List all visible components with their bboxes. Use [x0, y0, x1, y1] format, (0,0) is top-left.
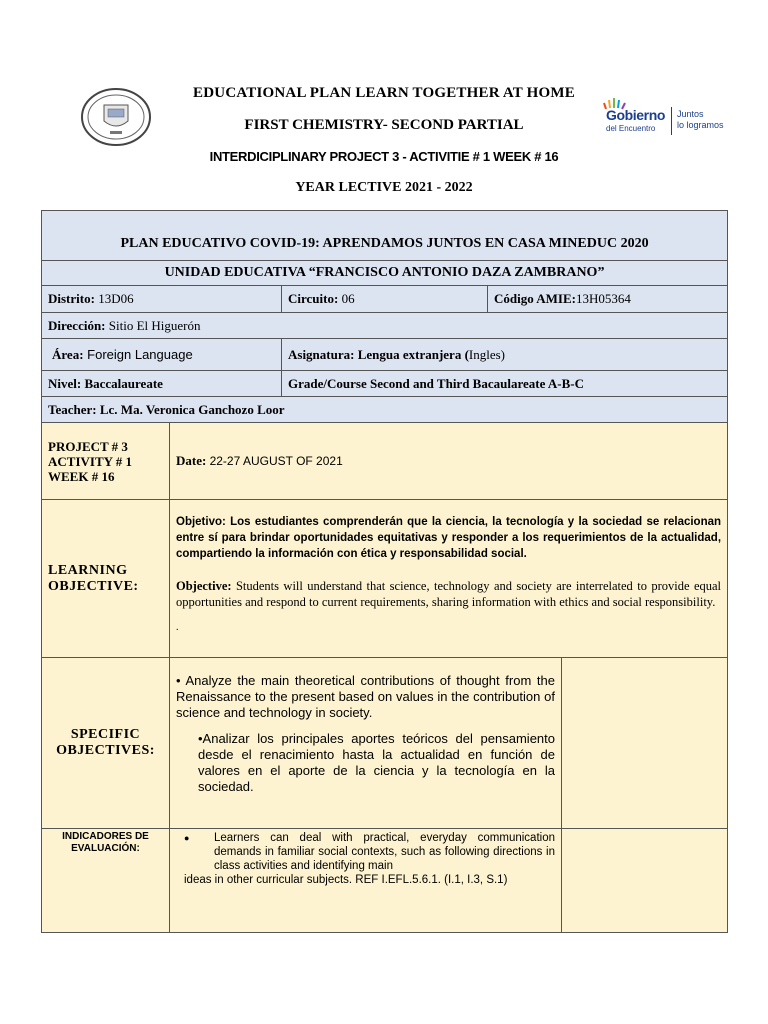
distrito-label: Distrito:	[48, 291, 95, 306]
area-value: Foreign Language	[83, 346, 193, 362]
date-label: Date:	[176, 453, 210, 468]
specific-objectives-cell	[170, 658, 562, 829]
area-label: Área:	[52, 346, 84, 362]
learning-objective-label: LEARNING OBJECTIVE:	[42, 500, 170, 658]
asignatura-label: Asignatura: Lengua extranjera (	[288, 346, 469, 362]
specific-objective-es: •Analizar los principales aportes teóricos del pensamiento desde el renacimiento hasta la actualidad en función de valores en el aporte de la ciencia y la tecnología en la sociedad.	[198, 731, 555, 794]
circuito-label: Circuito:	[288, 291, 339, 306]
table-row	[42, 397, 728, 423]
nivel-cell: Nivel: Baccalaureate	[42, 371, 282, 397]
government-name-sub: del Encuentro	[606, 124, 656, 133]
objetivo-label: Objetivo:	[176, 516, 226, 528]
indicadores-cell	[170, 829, 562, 933]
government-slogan	[677, 109, 724, 131]
objective-label: Objective:	[176, 579, 232, 593]
header-title: EDUCATIONAL PLAN LEARN TOGETHER AT HOME	[193, 85, 575, 101]
objetivo-es	[176, 514, 721, 562]
direccion-label: Dirección:	[48, 317, 106, 333]
project-cell	[42, 423, 170, 500]
activity-number: ACTIVITY # 1	[48, 453, 133, 469]
circuito-cell	[282, 286, 488, 313]
area-cell	[42, 339, 282, 371]
school-seal-logo	[80, 87, 152, 147]
specific-objectives-label: SPECIFIC OBJECTIVES:	[42, 658, 170, 829]
asignatura-cell	[282, 339, 728, 371]
government-logo	[603, 97, 733, 141]
logo-divider	[671, 107, 672, 135]
asignatura-value: Ingles)	[468, 346, 506, 362]
indicador-item	[176, 831, 555, 873]
direccion-cell	[42, 313, 728, 339]
table-row	[42, 371, 728, 397]
week-number: WEEK # 16	[48, 468, 115, 484]
table-row	[42, 286, 728, 313]
amie-cell	[488, 286, 728, 313]
grade-cell: Grade/Course Second and Third Bacaulareate A-B-C	[282, 371, 728, 397]
header-subject: FIRST CHEMISTRY- SECOND PARTIAL	[244, 117, 524, 133]
indicador-ref: ideas in other curricular subjects. REF I.EFL.5.6.1. (I.1, I.3, S.1)	[184, 874, 508, 886]
amie-value: 13H05364	[575, 291, 631, 306]
objetivo-text: Los estudiantes comprenderán que la ciencia, la tecnología y la sociedad se relacionan entre sí para brindar oportunidades equitativas y responder a los requerimientos de la actualidad, compartiendo la información con ética y responsabilidad social.	[176, 516, 722, 560]
table-row	[42, 500, 728, 658]
objective-text: Students will understand that science, technology and society are interrelated to provide equal opportunities and respond to current requirements, sharing information with ethics and social responsibility.	[176, 579, 722, 609]
objective-dot: .	[176, 622, 179, 633]
specific-objective-en: • Analyze the main theoretical contributions of thought from the Renaissance to the present based on values in the contribution of science and technology in society.	[176, 673, 555, 720]
school-name: UNIDAD EDUCATIVA “FRANCISCO ANTONIO DAZA ZAMBRANO”	[42, 261, 728, 286]
header-project: INTERDICIPLINARY PROJECT 3 - ACTIVITIE # 1 WEEK # 16	[209, 149, 559, 164]
slogan-line2: lo logramos	[677, 120, 724, 130]
objective-en	[176, 578, 721, 610]
amie-label: Código AMIE:	[494, 291, 576, 306]
teacher-cell: Teacher: Lc. Ma. Veronica Ganchozo Loor	[42, 397, 728, 423]
table-row	[42, 658, 728, 829]
table-row	[42, 313, 728, 339]
plan-table	[41, 210, 728, 933]
table-row	[42, 339, 728, 371]
indicadores-label: INDICADORES DE EVALUACIÓN:	[42, 829, 170, 933]
distrito-cell	[42, 286, 282, 313]
header-year: YEAR LECTIVE 2021 - 2022	[295, 180, 473, 195]
table-row	[42, 423, 728, 500]
project-number: PROJECT # 3	[48, 438, 128, 454]
circuito-value: 06	[338, 291, 355, 306]
date-value: 22-27 AUGUST OF 2021	[209, 454, 343, 468]
table-row	[42, 261, 728, 286]
learning-objective-cell	[170, 500, 728, 658]
distrito-value: 13D06	[94, 291, 134, 306]
government-name: Gobierno	[606, 107, 666, 123]
date-cell	[170, 423, 728, 500]
plan-title: PLAN EDUCATIVO COVID-19: APRENDAMOS JUNTOS EN CASA MINEDUC 2020	[42, 211, 728, 261]
slogan-line1: Juntos	[677, 109, 704, 119]
indicador-text: Learners can deal with practical, everyday communication demands in familiar social contexts, such as following directions in class activities and identifying main	[214, 832, 555, 872]
table-row	[42, 211, 728, 261]
specific-objectives-blank	[562, 658, 728, 829]
direccion-value: Sitio El Higuerón	[105, 317, 201, 333]
indicadores-blank	[562, 829, 728, 933]
bullet-icon: ●	[184, 833, 190, 843]
table-row	[42, 829, 728, 933]
